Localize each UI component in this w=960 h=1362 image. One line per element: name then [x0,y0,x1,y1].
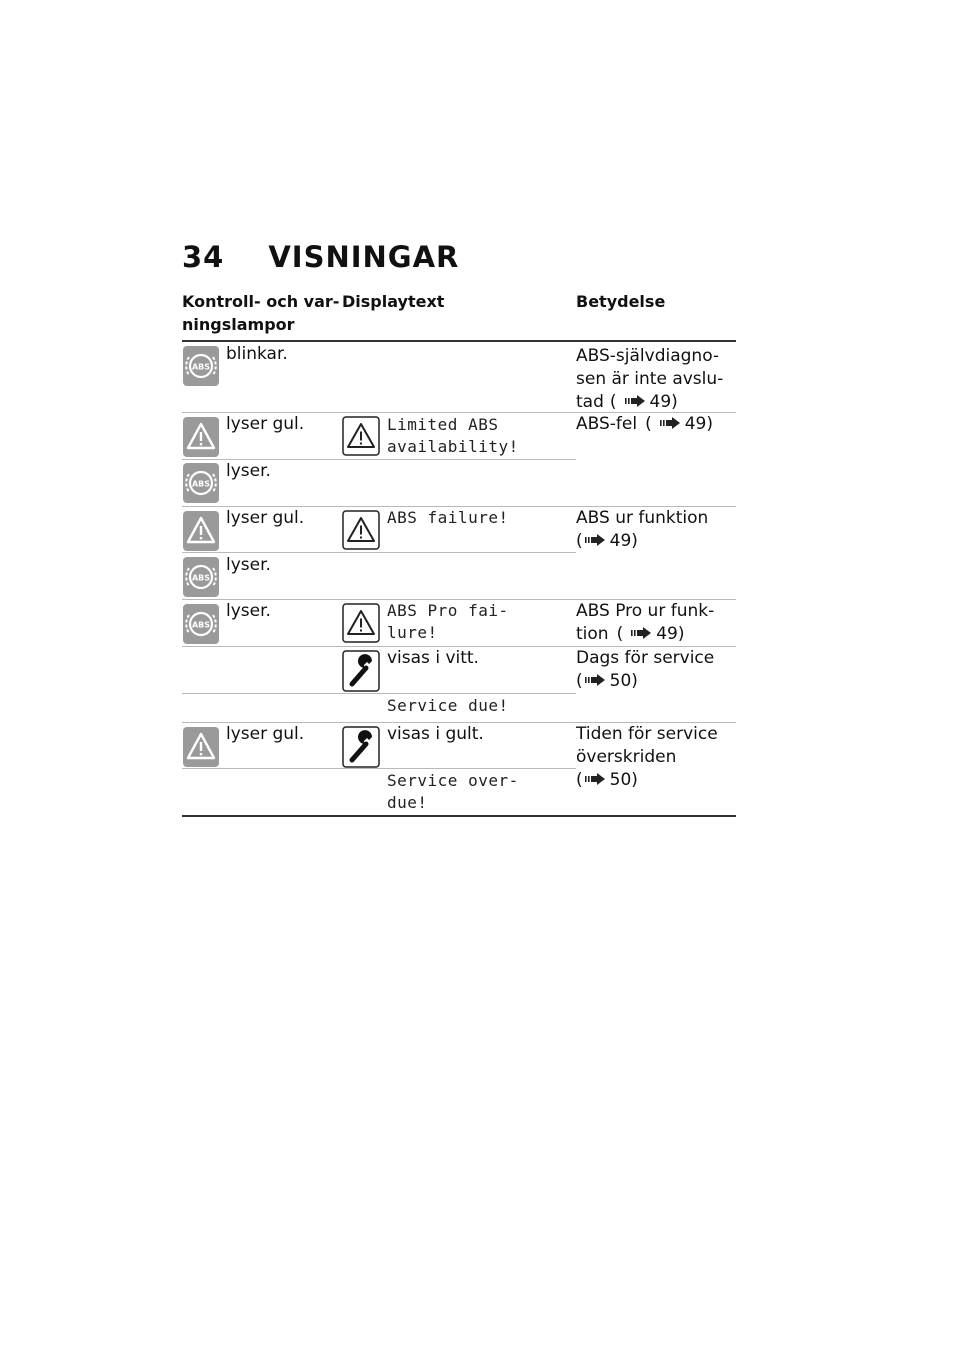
meaning-cell [576,647,736,693]
meaning-line: ABS Pro ur funk- [576,601,715,621]
meaning-text: tad [576,392,604,412]
meaning-line: sen är inte avslu- [576,369,724,389]
meaning-text: tion [576,624,609,644]
page-number: 34 [182,240,225,274]
page-reference-arrow-icon [631,626,653,640]
page-reference-arrow-icon [660,416,682,430]
page-reference: 49) [649,392,678,412]
column-header-display: Displaytext [342,292,445,311]
wrench-icon [342,726,380,768]
lamp-state: lyser. [226,461,271,481]
display-warning-triangle-icon [342,416,380,456]
page-reference: 50) [609,770,638,790]
meaning-text: ( [576,671,583,691]
column-header-lamps-line2: ningslampor [182,315,295,334]
meaning-line [576,670,736,693]
display-text [387,414,519,458]
page-reference: 49) [684,414,713,434]
page-heading [182,240,459,274]
page-reference: 50) [609,671,638,691]
page-reference: 49) [609,531,638,551]
display-warning-triangle-icon [342,603,380,643]
meaning-text: ( [576,531,583,551]
row-subdivider [182,768,576,769]
meaning-line [576,769,736,792]
abs-warning-lamp-icon [183,604,219,644]
lamp-state: lyser gul. [226,414,305,434]
page-reference-arrow-icon [625,394,647,408]
display-text [387,770,519,814]
lamp-state: lyser. [226,601,271,621]
row-subdivider [182,693,576,694]
meaning-line: tion ( 49) [576,624,685,644]
display-text-line: ABS Pro fai- [387,601,509,620]
display-state: visas i gult. [387,724,484,744]
page-reference: 49) [656,624,685,644]
warning-triangle-icon [183,727,219,767]
meaning-text: ( [576,770,583,790]
display-text-line: availability! [387,437,519,456]
meaning-line: ABS ur funktion [576,508,709,528]
display-text-line: due! [387,793,428,812]
warning-triangle-icon [183,417,219,457]
page-reference-arrow-icon [585,673,607,687]
abs-warning-lamp-icon [183,346,219,386]
display-text [387,600,509,644]
lamp-state: lyser gul. [226,724,305,744]
meaning-cell [576,345,736,414]
display-text: ABS failure! [387,508,509,527]
meaning-text: ABS-fel [576,414,638,434]
page-title: VISNINGAR [268,240,460,274]
display-text-line: lure! [387,623,438,642]
lamp-state: lyser gul. [226,508,305,528]
display-state: visas i vitt. [387,648,479,668]
display-warning-triangle-icon [342,510,380,550]
meaning-line [576,530,736,553]
row-subdivider [182,552,576,553]
meaning-line: Dags för service [576,648,715,668]
warning-triangle-icon [183,511,219,551]
meaning-line: överskriden [576,747,677,767]
page-reference-arrow-icon [585,772,607,786]
meaning-line: tad ( 49) [576,392,678,412]
wrench-icon [342,650,380,692]
lamp-state: blinkar. [226,344,288,364]
header-rule [182,340,736,342]
display-text-line: Limited ABS [387,415,499,434]
abs-warning-lamp-icon [183,463,219,503]
column-header-lamps-line1: Kontroll- och var- [182,292,340,311]
table-bottom-rule [182,815,736,817]
meaning-cell: ABS-fel ( 49) [576,414,713,434]
column-header-meaning: Betydelse [576,292,666,311]
page-reference-arrow-icon [585,533,607,547]
column-header-lamps [182,290,342,336]
display-text: Service due! [387,696,509,715]
display-text-line: Service over- [387,771,519,790]
meaning-line: ABS-självdiagno- [576,346,720,366]
meaning-cell [576,723,736,792]
meaning-cell [576,507,736,553]
meaning-cell [576,600,736,646]
abs-warning-lamp-icon [183,557,219,597]
meaning-line: Tiden för service [576,724,718,744]
lamp-state: lyser. [226,555,271,575]
